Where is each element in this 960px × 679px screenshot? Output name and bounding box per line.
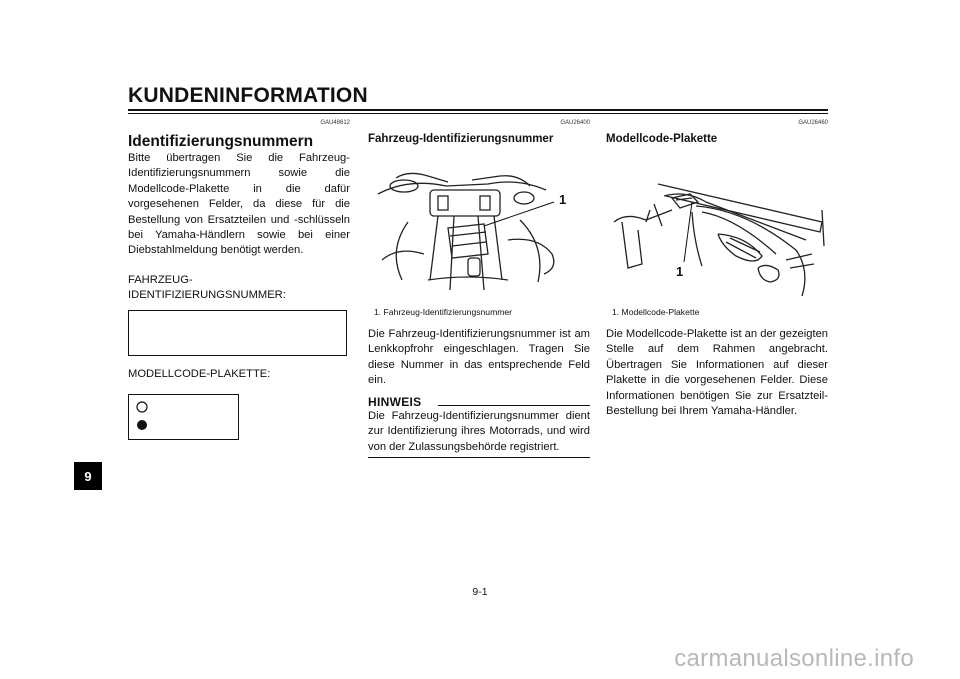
column-identification bbox=[128, 118, 350, 304]
steering-head-illustration bbox=[368, 150, 590, 320]
intro-paragraph: Bitte übertragen Sie die Fahrzeug-Identifizierungsnummern sowie die Modellcode-Plakette in die dafür vorgesehenen Felder, da diese für die Bestellung von Ersatzteilen und -schlüsseln bei Yamaha-Händlern sowie bei einer Diebstahlmeldung benötigt werden. bbox=[128, 152, 350, 257]
frame-plate-illustration bbox=[606, 150, 828, 320]
page-number: 9-1 bbox=[472, 586, 488, 598]
doc-code: GAU26460 bbox=[798, 120, 828, 126]
section-heading: Fahrzeug-Identifizierungsnummer bbox=[368, 133, 554, 145]
section-heading: Identifizierungsnummern bbox=[128, 133, 314, 150]
figure-caption: 1. Modellcode-Plakette bbox=[612, 307, 700, 317]
model-code-paragraph: Die Modellcode-Plakette ist an der gezeigten Stelle auf dem Rahmen angebracht. Übertragen Sie Informationen auf dieser Plakette in die vorgesehenen Felder. Diese Informationen benötigen Sie zur Ersatzteil-Bestellung bei Ihrem Yamaha-Händler. bbox=[606, 328, 829, 418]
model-label: MODELLCODE-PLAKETTE: bbox=[128, 368, 271, 380]
header-rule-thin bbox=[128, 113, 828, 114]
callout-number: 1 bbox=[676, 264, 684, 279]
figure-caption: 1. Fahrzeug-Identifizierungsnummer bbox=[374, 307, 513, 317]
note-rule bbox=[438, 405, 590, 406]
section-heading: Modellcode-Plakette bbox=[606, 133, 718, 145]
vin-label-line1: FAHRZEUG- bbox=[128, 273, 193, 286]
vin-paragraph: Die Fahrzeug-Identifizierungsnummer ist am Lenkkopfrohr eingeschlagen. Tragen Sie diese Nummer in das entsprechende Feld ein. bbox=[368, 328, 590, 387]
note-heading bbox=[368, 393, 590, 409]
doc-code: GAU26400 bbox=[560, 120, 590, 126]
note-paragraph: Die Fahrzeug-Identifizierungsnummer dient zur Identifizierung ihres Motorrads, und wird von der Zulassungsbehörde registriert. bbox=[368, 410, 590, 453]
doc-code: GAU48612 bbox=[320, 120, 350, 126]
model-code-entry-field[interactable] bbox=[128, 394, 239, 440]
note-bottom-rule bbox=[368, 457, 590, 458]
column-model-code bbox=[606, 118, 828, 147]
vin-label-line2: IDENTIFIZIERUNGSNUMMER: bbox=[128, 289, 286, 302]
column-vin bbox=[368, 118, 590, 147]
watermark: carmanualsonline.info bbox=[674, 645, 914, 672]
page-title: KUNDENINFORMATION bbox=[128, 84, 368, 107]
note-title: HINWEIS bbox=[368, 395, 422, 409]
chapter-tab: 9 bbox=[74, 462, 102, 490]
vin-entry-field[interactable] bbox=[128, 310, 347, 356]
model-code-circles-icon bbox=[133, 395, 153, 439]
callout-number: 1 bbox=[559, 192, 567, 207]
header-rule bbox=[128, 109, 828, 111]
